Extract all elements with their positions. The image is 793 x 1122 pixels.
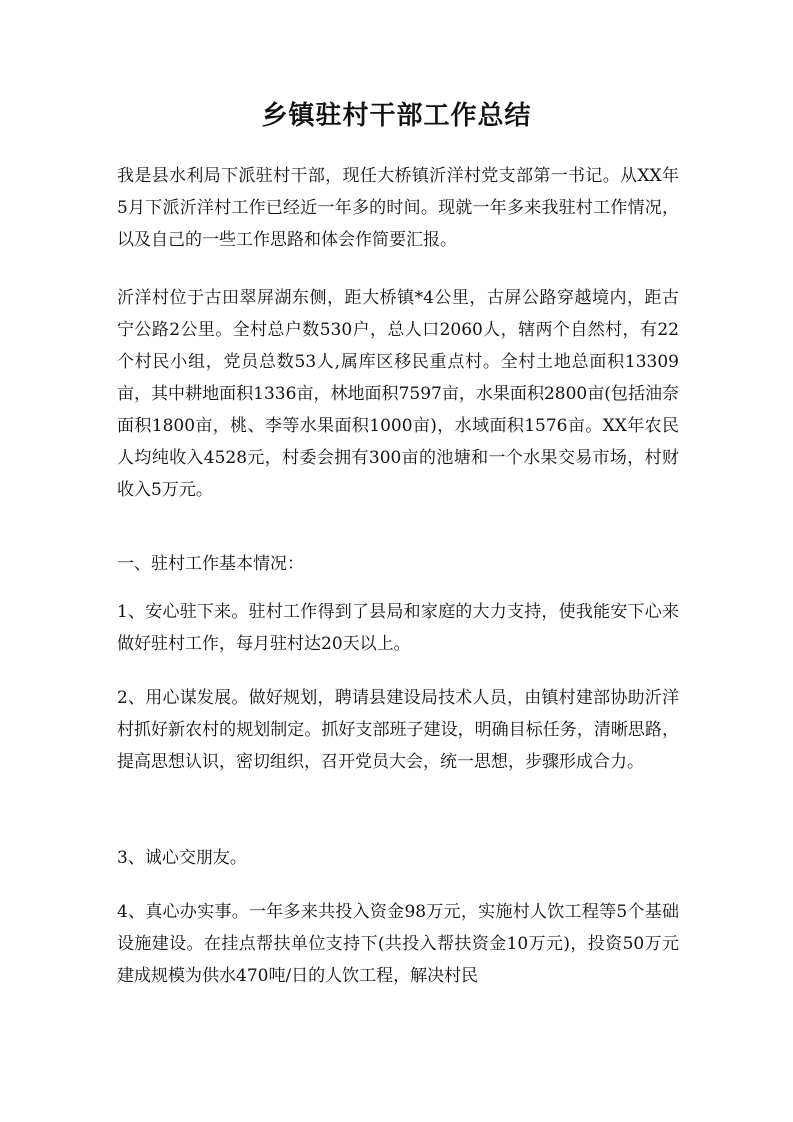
paragraph-item-3: 3、诚心交朋友。	[117, 848, 247, 868]
paragraph-item-2: 2、用心谋发展。做好规划，聘请县建设局技术人员，由镇村建部协助沂洋村抓好新农村的规划制定。抓好支部班子建设，明确目标任务，清晰思路，提高思想认识，密切组织，召开党员大会，统一思想，步骤形成合力。	[117, 688, 679, 772]
paragraph-village-overview: 沂洋村位于古田翠屏湖东侧，距大桥镇*4公里，古屏公路穿越境内，距古宁公路2公里。全村总户数530户，总人口2060人，辖两个自然村，有22个村民小组，党员总数53人,属库区移民重点村。全村土地总面积13309亩，其中耕地面积1336亩，林地面积7597亩，水果面积2800亩(包括油奈面积1800亩，桃、李等水果面积1000亩)，水域面积1576亩。XX年农民人均纯收入4528元，村委会拥有300亩的池塘和一个水果交易市场，村财收入5万元。	[117, 288, 679, 500]
document-title: 乡镇驻村干部工作总结	[261, 101, 532, 131]
paragraph-item-4: 4、真心办实事。一年多来共投入资金98万元，实施村人饮工程等5个基础设施建设。在挂点帮扶单位支持下(共投入帮扶资金10万元)，投资50万元建成规模为供水470吨/日的人饮工程，解决村民	[117, 902, 679, 986]
paragraph-intro: 我是县水利局下派驻村干部，现任大桥镇沂洋村党支部第一书记。从XX年5月下派沂洋村工作已经近一年多的时间。现就一年多来我驻村工作情况，以及自己的一些工作思路和体会作简要汇报。	[117, 166, 679, 250]
section-heading-basic-situation: 一、驻村工作基本情况：	[117, 554, 304, 574]
paragraph-item-1: 1、安心驻下来。驻村工作得到了县局和家庭的大力支持，使我能安下心来做好驻村工作，每月驻村达20天以上。	[117, 602, 679, 654]
